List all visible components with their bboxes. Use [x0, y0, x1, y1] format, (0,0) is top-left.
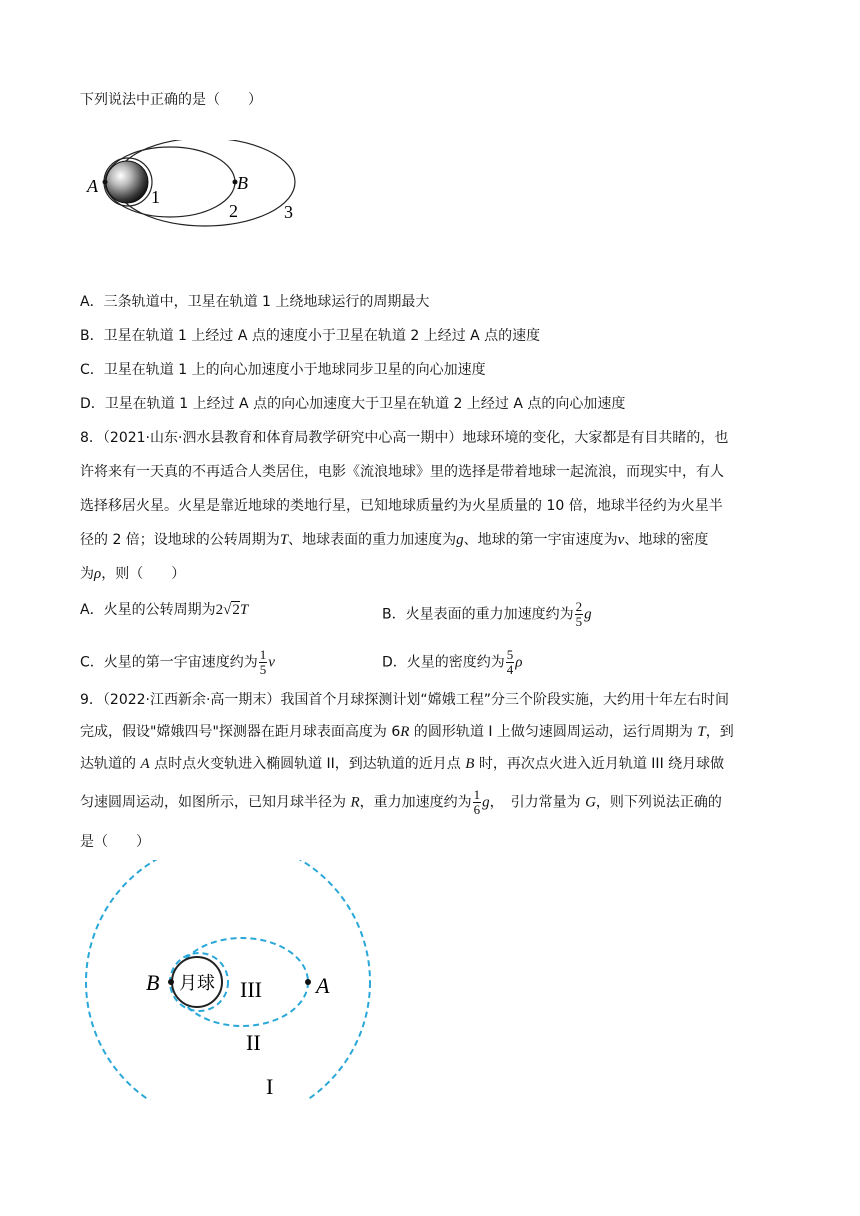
label-a: A: [87, 176, 98, 196]
label-orbit-1: 1: [151, 187, 160, 207]
point-b: [168, 979, 174, 985]
q8-line-2: 许将来有一天真的不再适合人类居住，电影《流浪地球》里的选择是带着地球一起流浪，而现实中，有人: [80, 464, 724, 480]
q9-line-5: 是（ ）: [80, 834, 150, 850]
label-orbit-ii: II: [246, 1030, 261, 1055]
label-b: B: [146, 970, 160, 995]
q8-line-3: 选择移居火星。火星是靠近地球的类地行星，已知地球质量约为火星质量的 10 倍，地球半径约为火星半: [80, 498, 723, 514]
q9-line-2: 完成，假设"嫦娥四号"探测器在距月球表面高度为 6R 的圆形轨道 I 上做匀速圆周运动，运行周期为 T，到: [80, 724, 734, 740]
q7-option-a: A．三条轨道中，卫星在轨道 1 上绕地球运行的周期最大: [80, 294, 430, 310]
earth-icon: [106, 161, 148, 203]
q7-option-d: D．卫星在轨道 1 上经过 A 点的向心加速度大于卫星在轨道 2 上经过 A 点的向心加速度: [80, 396, 626, 412]
q7-option-b: B．卫星在轨道 1 上经过 A 点的速度小于卫星在轨道 2 上经过 A 点的速度: [80, 328, 541, 344]
q8-option-c: C．火星的第一宇宙速度约为 $\frac{1}{5}$ v: [80, 647, 275, 677]
q7-option-c: C．卫星在轨道 1 上的向心加速度小于地球同步卫星的向心加速度: [80, 362, 486, 378]
label-moon: 月球: [179, 973, 215, 993]
point-a: [103, 180, 108, 185]
q9-moon-orbit-figure: [80, 860, 380, 1100]
q8-option-b: B．火星表面的重力加速度约为 $\frac{2}{5}$ g: [382, 599, 592, 629]
label-orbit-i: I: [266, 1074, 274, 1099]
q9-line-3: 达轨道的 A 点时点火变轨进入椭圆轨道 II，到达轨道的近月点 B 时，再次点火进入近月轨道 III 绕月球做: [80, 756, 725, 772]
q8-line-4: 径的 2 倍；设地球的公转周期为T、地球表面的重力加速度为g、地球的第一宇宙速度为v、地球的密度: [80, 532, 709, 548]
label-orbit-2: 2: [229, 201, 238, 221]
q8-option-a: A．火星的公转周期为2√2T: [80, 602, 249, 618]
label-b: B: [237, 173, 248, 193]
point-a: [305, 979, 311, 985]
q7-stem: 下列说法中正确的是（ ）: [80, 92, 262, 108]
q9-line-1: 9．（2022·江西新余·高一期末）我国首个月球探测计划“嫦娥工程”分三个阶段实施，大约用十年左右时间: [80, 692, 729, 708]
q9-line-4: 匀速圆周运动，如图所示，已知月球半径为 R，重力加速度约为 $\frac{1}{6}$ g， 引力常量为 G，则下列说法正确的: [80, 787, 722, 817]
q8-line-5: 为ρ，则（ ）: [80, 566, 186, 582]
q8-option-d: D．火星的密度约为 $\frac{5}{4}$ ρ: [382, 647, 523, 677]
label-orbit-3: 3: [284, 202, 293, 222]
q8-line-1: 8．（2021·山东·泗水县教育和体育局教学研究中心高一期中）地球环境的变化，大家都是有目共睹的，也: [80, 430, 729, 446]
q7-orbit-figure: [80, 140, 320, 240]
label-a: A: [316, 973, 330, 998]
label-orbit-iii: III: [240, 977, 262, 1002]
